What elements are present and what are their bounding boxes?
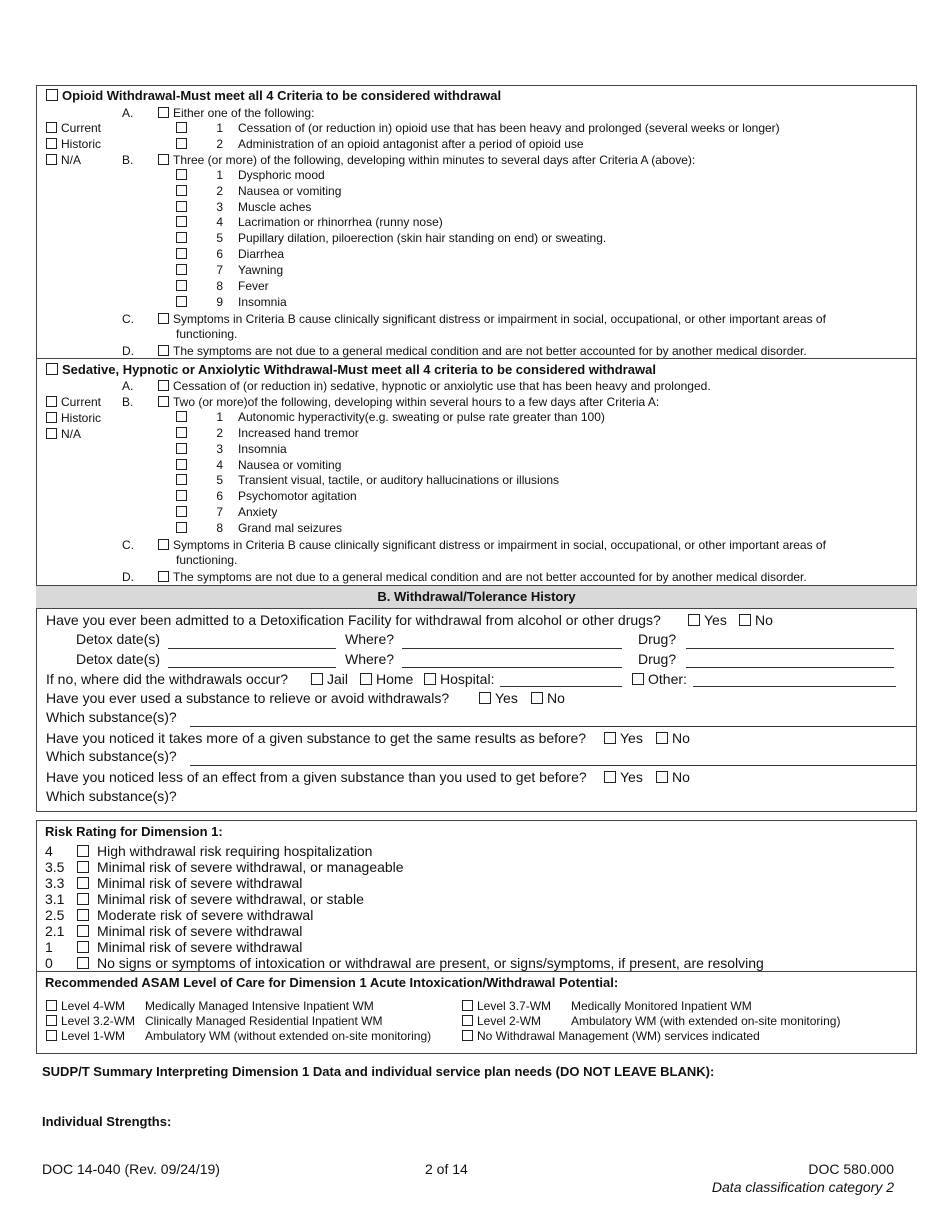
asam-option[interactable]: Level 3.2-WM Clinically Managed Residential Inpatient WM <box>46 1014 382 1028</box>
risk-0-checkbox[interactable] <box>77 957 89 969</box>
opioid-a-checkbox[interactable] <box>158 107 169 118</box>
asam-title: Recommended ASAM Level of Care for Dimension 1 Acute Intoxication/Withdrawal Potential: <box>45 975 619 990</box>
risk-item: 4 High withdrawal risk requiring hospitalization <box>45 843 373 859</box>
opioid-b6-checkbox[interactable] <box>176 248 187 259</box>
risk-3-5-checkbox[interactable] <box>77 861 89 873</box>
risk-item: 2.1 Minimal risk of severe withdrawal <box>45 923 303 939</box>
opioid-b-item: 6 Diarrhea <box>176 247 284 261</box>
detox-yes-option[interactable]: Yes <box>688 612 727 628</box>
opioid-b2-checkbox[interactable] <box>176 185 187 196</box>
sedative-title: Sedative, Hypnotic or Anxiolytic Withdrawal-Must meet all 4 criteria to be considered withdrawal <box>62 362 656 377</box>
sedative-c-row <box>158 538 826 552</box>
risk-1-checkbox[interactable] <box>77 941 89 953</box>
relieve-no-checkbox[interactable] <box>531 692 543 704</box>
risk-item: 2.5 Moderate risk of severe withdrawal <box>45 907 314 923</box>
tolerance-more-no-checkbox[interactable] <box>656 732 668 744</box>
risk-2-1-checkbox[interactable] <box>77 925 89 937</box>
footer-form-number: DOC 14-040 (Rev. 09/24/19) <box>42 1161 220 1177</box>
opioid-b9-checkbox[interactable] <box>176 296 187 307</box>
opioid-b5-checkbox[interactable] <box>176 232 187 243</box>
asam-option[interactable]: Level 4-WM Medically Managed Intensive Inpatient WM <box>46 999 374 1013</box>
sedative-b-item: 4 Nausea or vomiting <box>176 458 341 472</box>
opioid-checkbox[interactable] <box>46 89 58 101</box>
opioid-b-item: 3 Muscle aches <box>176 200 311 214</box>
where-label: Where? <box>345 631 395 647</box>
opioid-b-item: 2 Nausea or vomiting <box>176 184 341 198</box>
asam-option[interactable]: No Withdrawal Management (WM) services indicated <box>462 1029 760 1043</box>
sedative-historic-checkbox[interactable] <box>46 412 57 423</box>
sedative-b-item: 2 Increased hand tremor <box>176 426 359 440</box>
which-substance-field[interactable] <box>190 765 916 766</box>
sedative-c-letter: C. <box>122 538 134 552</box>
sedative-a-checkbox[interactable] <box>158 380 169 391</box>
hospital-checkbox[interactable] <box>424 673 436 685</box>
opioid-title: Opioid Withdrawal-Must meet all 4 Criteria to be considered withdrawal <box>62 88 502 103</box>
opioid-status-historic: Historic <box>46 137 101 151</box>
detox-no-option[interactable]: No <box>739 612 773 628</box>
detox-no-checkbox[interactable] <box>739 614 751 626</box>
opioid-c-text: Symptoms in Criteria B cause clinically significant distress or impairment in social, occupational, or other important areas of <box>173 312 826 326</box>
tolerance-more-yes-checkbox[interactable] <box>604 732 616 744</box>
opioid-a-item-2: 2 Administration of an opioid antagonist after a period of opioid use <box>176 137 584 151</box>
tolerance-less-question: Have you noticed less of an effect from a given substance than you used to get before? <box>46 769 587 785</box>
relieve-no-option[interactable]: No <box>531 690 565 706</box>
opioid-status-current: Current <box>46 121 101 135</box>
opioid-na-checkbox[interactable] <box>46 154 57 165</box>
withdrawal-location-question: If no, where did the withdrawals occur? <box>46 671 289 687</box>
sedative-d-row <box>158 570 807 584</box>
footer-classification: Data classification category 2 <box>711 1179 894 1195</box>
opioid-b3-checkbox[interactable] <box>176 201 187 212</box>
sedative-b-letter: B. <box>122 395 134 409</box>
asam-level-1-checkbox[interactable] <box>46 1030 57 1041</box>
opioid-c-checkbox[interactable] <box>158 313 169 324</box>
asam-level-3-7-checkbox[interactable] <box>462 1000 473 1011</box>
sedative-b-item: 8 Grand mal seizures <box>176 521 342 535</box>
sedative-c-checkbox[interactable] <box>158 539 169 550</box>
sedative-b-item: 6 Psychomotor agitation <box>176 489 357 503</box>
sedative-checkbox[interactable] <box>46 363 58 375</box>
divider <box>36 358 917 359</box>
which-substance-label: Which substance(s)? <box>46 748 177 764</box>
opioid-b4-checkbox[interactable] <box>176 216 187 227</box>
opioid-b-item: 1 Dysphoric mood <box>176 168 325 182</box>
tolerance-less-no-option[interactable]: No <box>656 769 690 785</box>
opioid-a-text: Either one of the following: <box>173 106 315 120</box>
sedative-a-row <box>158 379 711 393</box>
opioid-a1-checkbox[interactable] <box>176 122 187 133</box>
relieve-yes-checkbox[interactable] <box>479 692 491 704</box>
home-option[interactable]: Home <box>360 671 413 687</box>
sedative-status-historic: Historic <box>46 411 101 425</box>
footer-page-number: 2 of 14 <box>425 1161 468 1177</box>
opioid-a2-checkbox[interactable] <box>176 138 187 149</box>
which-substance-label: Which substance(s)? <box>46 788 177 804</box>
hospital-option[interactable]: Hospital: <box>424 671 494 687</box>
sedative-b2-checkbox[interactable] <box>176 427 187 438</box>
where-label: Where? <box>345 651 395 667</box>
sedative-b-checkbox[interactable] <box>158 396 169 407</box>
opioid-c-text2: functioning. <box>176 327 238 341</box>
opioid-a-item-1: 1 Cessation of (or reduction in) opioid use that has been heavy and prolonged (several weeks or longer) <box>176 121 780 135</box>
sedative-c-text2: functioning. <box>176 553 238 567</box>
opioid-b-item: 7 Yawning <box>176 263 283 277</box>
risk-item: 3.5 Minimal risk of severe withdrawal, or manageable <box>45 859 404 875</box>
opioid-c-row <box>158 312 826 326</box>
opioid-b-item: 8 Fever <box>176 279 269 293</box>
asam-option[interactable]: Level 3.7-WM Medically Monitored Inpatient WM <box>462 999 752 1013</box>
opioid-b-item: 5 Pupillary dilation, piloerection (skin hair standing on end) or sweating. <box>176 231 606 245</box>
strengths-heading: Individual Strengths: <box>42 1114 172 1129</box>
risk-4-checkbox[interactable] <box>77 845 89 857</box>
sedative-b7-checkbox[interactable] <box>176 506 187 517</box>
tolerance-less-yes-option[interactable]: Yes <box>604 769 643 785</box>
where-field[interactable] <box>402 648 622 649</box>
sedative-b3-checkbox[interactable] <box>176 443 187 454</box>
sedative-d-checkbox[interactable] <box>158 571 169 582</box>
opioid-b-text: Three (or more) of the following, developing within minutes to several days after Criteria A (above): <box>173 153 696 167</box>
home-checkbox[interactable] <box>360 673 372 685</box>
which-substance-label: Which substance(s)? <box>46 709 177 725</box>
risk-3-3-checkbox[interactable] <box>77 877 89 889</box>
relieve-question: Have you ever used a substance to relieve or avoid withdrawals? <box>46 690 450 706</box>
asam-level-3-2-checkbox[interactable] <box>46 1015 57 1026</box>
sedative-b-text: Two (or more)of the following, developing within several hours to a few days after Criteria A: <box>173 395 660 409</box>
detox-date-field[interactable] <box>168 648 336 649</box>
drug-field[interactable] <box>686 648 894 649</box>
sedative-d-letter: D. <box>122 570 134 584</box>
sedative-a-text: Cessation of (or reduction in) sedative, hypnotic or anxiolytic use that has been heavy and prolonged. <box>173 379 711 393</box>
opioid-b7-checkbox[interactable] <box>176 264 187 275</box>
sedative-b5-checkbox[interactable] <box>176 474 187 485</box>
opioid-d-letter: D. <box>122 344 134 358</box>
history-header: B. Withdrawal/Tolerance History <box>36 585 917 609</box>
sedative-c-text: Symptoms in Criteria B cause clinically significant distress or impairment in social, occupational, or other important areas of <box>173 538 826 552</box>
opioid-d-text: The symptoms are not due to a general medical condition and are not better accounted for by another medical disorder. <box>173 344 807 358</box>
summary-heading: SUDP/T Summary Interpreting Dimension 1 Data and individual service plan needs (DO NOT LEAVE BLANK): <box>42 1064 715 1079</box>
opioid-b-letter: B. <box>122 153 134 167</box>
opioid-b1-checkbox[interactable] <box>176 169 187 180</box>
other-field[interactable] <box>693 686 896 687</box>
sedative-status-na: N/A <box>46 427 81 441</box>
sedative-status-current: Current <box>46 395 101 409</box>
tolerance-more-yes-option[interactable]: Yes <box>604 730 643 746</box>
detox-date-label: Detox date(s) <box>76 651 161 667</box>
asam-option[interactable]: Level 2-WM Ambulatory WM (with extended on-site monitoring) <box>462 1014 840 1028</box>
opioid-historic-checkbox[interactable] <box>46 138 57 149</box>
sedative-a-letter: A. <box>122 379 134 393</box>
detox-question: Have you ever been admitted to a Detoxification Facility for withdrawal from alcohol or other drugs? <box>46 612 661 628</box>
asam-option[interactable]: Level 1-WM Ambulatory WM (without extended on-site monitoring) <box>46 1029 431 1043</box>
tolerance-less-yes-checkbox[interactable] <box>604 771 616 783</box>
drug-label: Drug? <box>638 631 677 647</box>
opioid-b-item: 9 Insomnia <box>176 295 287 309</box>
risk-item: 1 Minimal risk of severe withdrawal <box>45 939 303 955</box>
sedative-current-checkbox[interactable] <box>46 396 57 407</box>
opioid-b-item: 4 Lacrimation or rhinorrhea (runny nose) <box>176 215 443 229</box>
relieve-yes-option[interactable]: Yes <box>479 690 518 706</box>
opioid-b-checkbox[interactable] <box>158 154 169 165</box>
jail-checkbox[interactable] <box>311 673 323 685</box>
risk-item: 0 No signs or symptoms of intoxication or withdrawal are present, or signs/symptoms, if present, are resolving <box>45 955 764 971</box>
risk-item: 3.1 Minimal risk of severe withdrawal, or stable <box>45 891 364 907</box>
footer-doc-number: DOC 580.000 <box>808 1161 894 1177</box>
opioid-d-row <box>158 344 807 358</box>
opioid-b8-checkbox[interactable] <box>176 280 187 291</box>
detox-date-label: Detox date(s) <box>76 631 161 647</box>
tolerance-more-no-option[interactable]: No <box>656 730 690 746</box>
which-substance-field[interactable] <box>190 726 916 727</box>
jail-option[interactable]: Jail <box>311 671 348 687</box>
sedative-title-row <box>46 362 656 377</box>
sedative-b-item: 1 Autonomic hyperactivity(e.g. sweating or pulse rate greater than 100) <box>176 410 605 424</box>
opioid-d-checkbox[interactable] <box>158 345 169 356</box>
sedative-d-text: The symptoms are not due to a general medical condition and are not better accounted for by another medical disorder. <box>173 570 807 584</box>
opioid-status-na: N/A <box>46 153 81 167</box>
opioid-a-letter: A. <box>122 106 134 120</box>
hospital-field[interactable] <box>500 686 622 687</box>
detox-yes-checkbox[interactable] <box>688 614 700 626</box>
opioid-b-row <box>158 153 695 167</box>
divider <box>36 971 917 972</box>
asam-no-wm-checkbox[interactable] <box>462 1030 473 1041</box>
sedative-b4-checkbox[interactable] <box>176 459 187 470</box>
sedative-b6-checkbox[interactable] <box>176 490 187 501</box>
opioid-a-row <box>158 106 314 120</box>
opioid-title-row <box>46 88 501 103</box>
tolerance-more-question: Have you noticed it takes more of a given substance to get the same results as before? <box>46 730 587 746</box>
sedative-b8-checkbox[interactable] <box>176 522 187 533</box>
risk-item: 3.3 Minimal risk of severe withdrawal <box>45 875 303 891</box>
detox-date-field[interactable] <box>168 667 336 668</box>
risk-2-5-checkbox[interactable] <box>77 909 89 921</box>
other-option[interactable]: Other: <box>632 671 687 687</box>
sedative-b-item: 7 Anxiety <box>176 505 277 519</box>
risk-3-1-checkbox[interactable] <box>77 893 89 905</box>
asam-level-2-checkbox[interactable] <box>462 1015 473 1026</box>
risk-title: Risk Rating for Dimension 1: <box>45 824 223 839</box>
opioid-c-letter: C. <box>122 312 134 326</box>
asam-level-4-checkbox[interactable] <box>46 1000 57 1011</box>
tolerance-less-no-checkbox[interactable] <box>656 771 668 783</box>
where-field[interactable] <box>402 667 622 668</box>
opioid-current-checkbox[interactable] <box>46 122 57 133</box>
sedative-b1-checkbox[interactable] <box>176 411 187 422</box>
sedative-na-checkbox[interactable] <box>46 428 57 439</box>
sedative-b-row <box>158 395 659 409</box>
sedative-b-item: 5 Transient visual, tactile, or auditory hallucinations or illusions <box>176 473 559 487</box>
drug-field[interactable] <box>686 667 894 668</box>
sedative-b-item: 3 Insomnia <box>176 442 287 456</box>
drug-label: Drug? <box>638 651 677 667</box>
other-checkbox[interactable] <box>632 673 644 685</box>
